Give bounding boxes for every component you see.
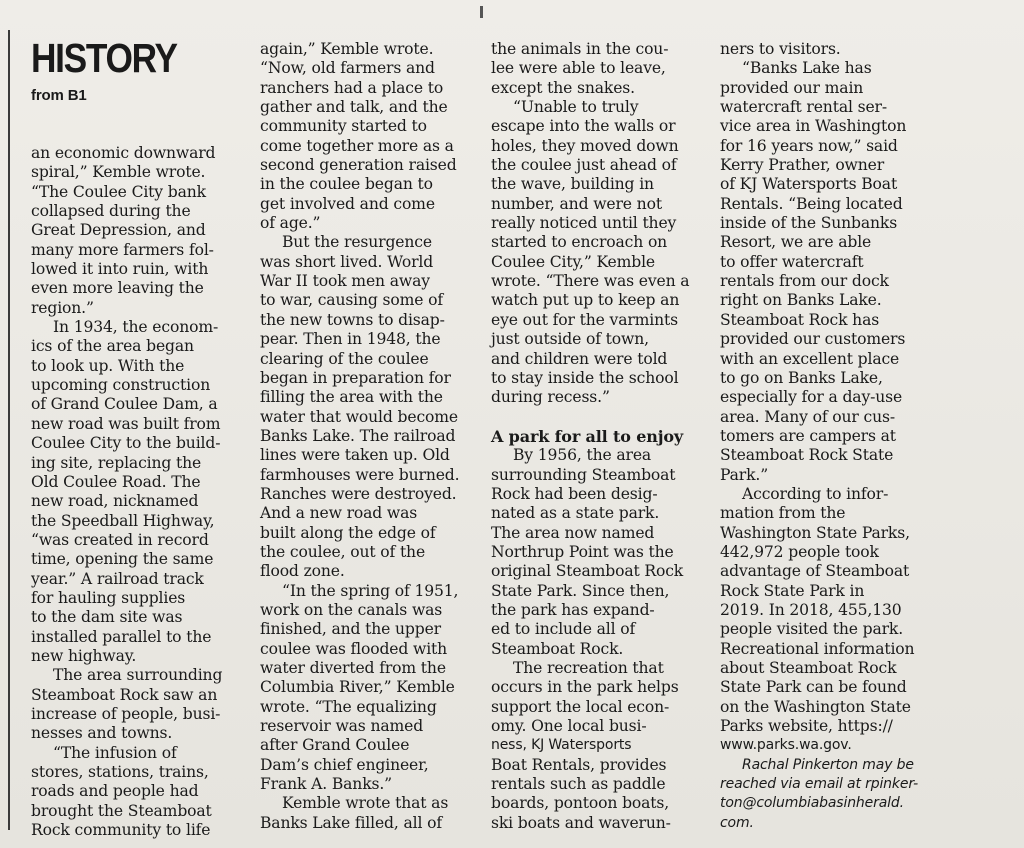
section-headline: HISTORY xyxy=(31,35,177,81)
text-line: Resort, we are able xyxy=(720,233,872,252)
text-line: Columbia River,” Kemble xyxy=(260,678,455,697)
text-line: the park has expand- xyxy=(491,600,655,619)
text-line: to stay inside the school xyxy=(491,368,679,387)
text-line: again,” Kemble wrote. xyxy=(260,40,434,58)
text-line: “The Coulee City bank xyxy=(31,182,206,201)
text-line: brought the Steamboat xyxy=(31,801,212,820)
text-line: wrote. “The equalizing xyxy=(260,697,437,716)
text-line: people visited the park. xyxy=(720,620,904,639)
text-line: Rock State Park in xyxy=(720,581,865,600)
text-line: State Park can be found xyxy=(720,678,907,697)
fold-mark xyxy=(480,6,483,18)
text-line: of KJ Watersports Boat xyxy=(720,175,898,194)
text-line: reached via email at rpinker- xyxy=(720,776,919,793)
text-line: Rock community to life xyxy=(31,821,211,840)
text-line: Kemble wrote that as xyxy=(282,794,449,813)
text-line: “Now, old farmers and xyxy=(260,59,435,78)
text-line: farmhouses were burned. xyxy=(260,465,460,484)
text-line: ics of the area began xyxy=(31,337,194,356)
text-line: Rock had been desig- xyxy=(491,484,658,503)
text-line: tomers are campers at xyxy=(720,426,896,445)
text-line: with an excellent place xyxy=(720,349,900,368)
text-line: ness, KJ Watersports xyxy=(491,737,632,754)
text-line: just outside of town, xyxy=(491,330,649,349)
text-line: pear. Then in 1948, the xyxy=(260,330,441,349)
text-line: spiral,” Kemble wrote. xyxy=(31,163,206,182)
text-line: built along the edge of xyxy=(260,523,436,542)
text-line: water diverted from the xyxy=(260,659,446,677)
text-line: ners to visitors. xyxy=(720,40,841,58)
text-line: “The infusion of xyxy=(53,743,177,762)
text-line: Steamboat Rock. xyxy=(491,639,624,658)
text-line: Dam’s chief engineer, xyxy=(260,755,429,774)
text-line: even more leaving the xyxy=(31,279,204,298)
text-line: upcoming construction xyxy=(31,376,211,395)
text-line: of Grand Coulee Dam, a xyxy=(31,395,218,414)
text-line: watch put up to keep an xyxy=(491,291,680,310)
text-line: vice area in Washington xyxy=(720,117,907,136)
text-line: provided our main xyxy=(720,78,864,97)
text-line: Rachal Pinkerton may be xyxy=(742,756,914,773)
text-line: started to encroach on xyxy=(491,233,668,252)
text-line: Northrup Point was the xyxy=(491,542,674,561)
text-line: right on Banks Lake. xyxy=(720,291,882,310)
text-line: In 1934, the econom- xyxy=(53,318,219,337)
column-3-body-bottom xyxy=(491,446,709,833)
text-line: “Banks Lake has xyxy=(742,59,872,78)
text-line: number, and were not xyxy=(491,194,662,213)
text-line: Coulee City,” Kemble xyxy=(491,252,656,271)
text-line: especially for a day-use xyxy=(720,388,903,407)
text-line: except the snakes. xyxy=(491,78,635,97)
text-line: lowed it into ruin, with xyxy=(31,260,209,279)
text-line: The area now named xyxy=(491,523,655,542)
text-line: Recreational information xyxy=(720,639,915,658)
text-line: advantage of Steamboat xyxy=(720,562,910,581)
column-4 xyxy=(720,40,938,833)
text-line: region.” xyxy=(31,298,94,317)
text-line: roads and people had xyxy=(31,782,199,801)
text-line: new road was built from xyxy=(31,414,221,433)
text-line: lee were able to leave, xyxy=(491,59,666,78)
column-rule xyxy=(8,30,10,830)
text-line: the coulee just ahead of xyxy=(491,156,677,175)
text-line: get involved and come xyxy=(260,194,435,213)
text-line: to offer watercraft xyxy=(720,252,864,271)
text-line: ing site, replacing the xyxy=(31,453,202,472)
text-line: watercraft rental ser- xyxy=(720,98,887,117)
text-line: “was created in record xyxy=(31,530,209,549)
text-line: surrounding Steamboat xyxy=(491,465,676,484)
text-line: Steamboat Rock saw an xyxy=(31,685,218,704)
text-line: come together more as a xyxy=(260,136,454,155)
text-line: rentals from our dock xyxy=(720,272,889,291)
text-line: collapsed during the xyxy=(31,202,191,221)
column-4-body xyxy=(720,40,938,756)
text-line: clearing of the coulee xyxy=(260,349,429,368)
text-line: 2019. In 2018, 455,130 xyxy=(720,600,902,619)
text-line: inside of the Sunbanks xyxy=(720,214,898,233)
text-line: work on the canals was xyxy=(260,600,443,619)
text-line: water that would become xyxy=(260,407,458,426)
text-line: support the local econ- xyxy=(491,697,670,716)
text-line: Parks website, https:// xyxy=(720,717,893,736)
column-3 xyxy=(491,40,709,833)
text-line: Boat Rentals, provides xyxy=(491,755,667,774)
text-line: Great Depression, and xyxy=(31,221,206,240)
column-2-body xyxy=(260,40,478,833)
text-line: nesses and towns. xyxy=(31,724,173,743)
text-line: Kerry Prather, owner xyxy=(720,156,885,175)
text-line: War II took men away xyxy=(260,272,430,291)
text-line: Banks Lake. The railroad xyxy=(260,426,456,445)
text-line: the new towns to disap- xyxy=(260,310,445,329)
text-line: rentals such as paddle xyxy=(491,775,666,794)
text-line: the coulee, out of the xyxy=(260,542,426,561)
text-line: Steamboat Rock has xyxy=(720,310,880,329)
text-line: was short lived. World xyxy=(260,252,434,271)
text-line: the wave, building in xyxy=(491,175,654,194)
text-line: the animals in the cou- xyxy=(491,40,669,58)
text-line: Steamboat Rock State xyxy=(720,446,894,465)
text-line: Ranches were destroyed. xyxy=(260,484,457,503)
text-line: after Grand Coulee xyxy=(260,736,410,755)
text-line: began in preparation for xyxy=(260,368,451,387)
text-line: holes, they moved down xyxy=(491,136,679,155)
text-line: community started to xyxy=(260,117,427,136)
text-line: an economic downward xyxy=(31,144,216,162)
text-line: to war, causing some of xyxy=(260,291,444,310)
text-line: State Park. Since then, xyxy=(491,581,670,600)
text-line: Washington State Parks, xyxy=(720,523,910,542)
column-3-body-top xyxy=(491,40,709,408)
text-line: ed to include all of xyxy=(491,620,636,639)
text-line: many more farmers fol- xyxy=(31,240,214,259)
text-line: com. xyxy=(720,814,754,831)
text-line: Old Coulee Road. The xyxy=(31,472,201,491)
text-line: escape into the walls or xyxy=(491,117,676,136)
text-line: time, opening the same xyxy=(31,550,214,569)
text-line: nated as a state park. xyxy=(491,504,660,523)
text-line: increase of people, busi- xyxy=(31,704,221,723)
text-line: “In the spring of 1951, xyxy=(282,581,459,600)
text-line: and children were told xyxy=(491,349,668,368)
text-line: ski boats and waverun- xyxy=(491,813,671,832)
jump-line: from B1 xyxy=(31,87,87,104)
text-line: gather and talk, and the xyxy=(260,98,448,117)
column-2 xyxy=(260,40,478,833)
text-line: The area surrounding xyxy=(53,666,223,685)
text-line: year.” A railroad track xyxy=(31,569,204,588)
text-line: omy. One local busi- xyxy=(491,717,647,736)
column-1-body xyxy=(31,144,249,840)
text-line: in the coulee began to xyxy=(260,175,433,194)
text-line: The recreation that xyxy=(513,659,664,677)
text-line: Banks Lake filled, all of xyxy=(260,813,442,832)
text-line: According to infor- xyxy=(742,484,889,503)
text-line: on the Washington State xyxy=(720,697,911,716)
text-line: of age.” xyxy=(260,214,321,233)
text-line: to go on Banks Lake, xyxy=(720,368,883,387)
text-line: area. Many of our cus- xyxy=(720,407,895,426)
text-line: www.parks.wa.gov. xyxy=(720,737,852,754)
text-line: eye out for the varmints xyxy=(491,310,678,329)
text-line: about Steamboat Rock xyxy=(720,659,897,677)
text-line: reservoir was named xyxy=(260,717,424,736)
text-line: Frank A. Banks.” xyxy=(260,775,392,794)
text-line: “Unable to truly xyxy=(513,98,639,117)
text-line: By 1956, the area xyxy=(513,446,652,465)
text-line: finished, and the upper xyxy=(260,620,441,639)
text-line: new highway. xyxy=(31,646,137,665)
text-line: for hauling supplies xyxy=(31,588,186,607)
text-line: coulee was flooded with xyxy=(260,639,448,658)
text-line: lines were taken up. Old xyxy=(260,446,450,465)
text-line: filling the area with the xyxy=(260,388,443,407)
text-line: Coulee City to the build- xyxy=(31,434,221,453)
text-line: occurs in the park helps xyxy=(491,678,679,697)
text-line: to look up. With the xyxy=(31,356,185,375)
text-line: during recess.” xyxy=(491,388,610,407)
text-line: installed parallel to the xyxy=(31,627,212,646)
text-line: Rentals. “Being located xyxy=(720,194,903,213)
text-line: mation from the xyxy=(720,504,846,523)
text-line: But the resurgence xyxy=(282,233,432,252)
author-tagline xyxy=(720,756,938,833)
text-line: wrote. “There was even a xyxy=(491,272,690,291)
column-1 xyxy=(31,36,249,840)
text-line: new road, nicknamed xyxy=(31,492,199,511)
text-line: provided our customers xyxy=(720,330,906,349)
text-line: boards, pontoon boats, xyxy=(491,794,670,813)
text-line: really noticed until they xyxy=(491,214,677,233)
text-line: stores, stations, trains, xyxy=(31,763,209,781)
text-line: the Speedball Highway, xyxy=(31,511,215,530)
text-line: ton@columbiabasinherald. xyxy=(720,795,904,812)
text-line: flood zone. xyxy=(260,562,345,581)
text-line: for 16 years now,” said xyxy=(720,136,898,155)
text-line: And a new road was xyxy=(260,504,418,523)
section-subhead: A park for all to enjoy xyxy=(491,426,684,446)
text-line: to the dam site was xyxy=(31,608,183,627)
text-line: ranchers had a place to xyxy=(260,78,444,97)
text-line: 442,972 people took xyxy=(720,542,879,561)
text-line: second generation raised xyxy=(260,156,457,175)
text-line: Park.” xyxy=(720,465,769,484)
text-line: original Steamboat Rock xyxy=(491,562,684,581)
